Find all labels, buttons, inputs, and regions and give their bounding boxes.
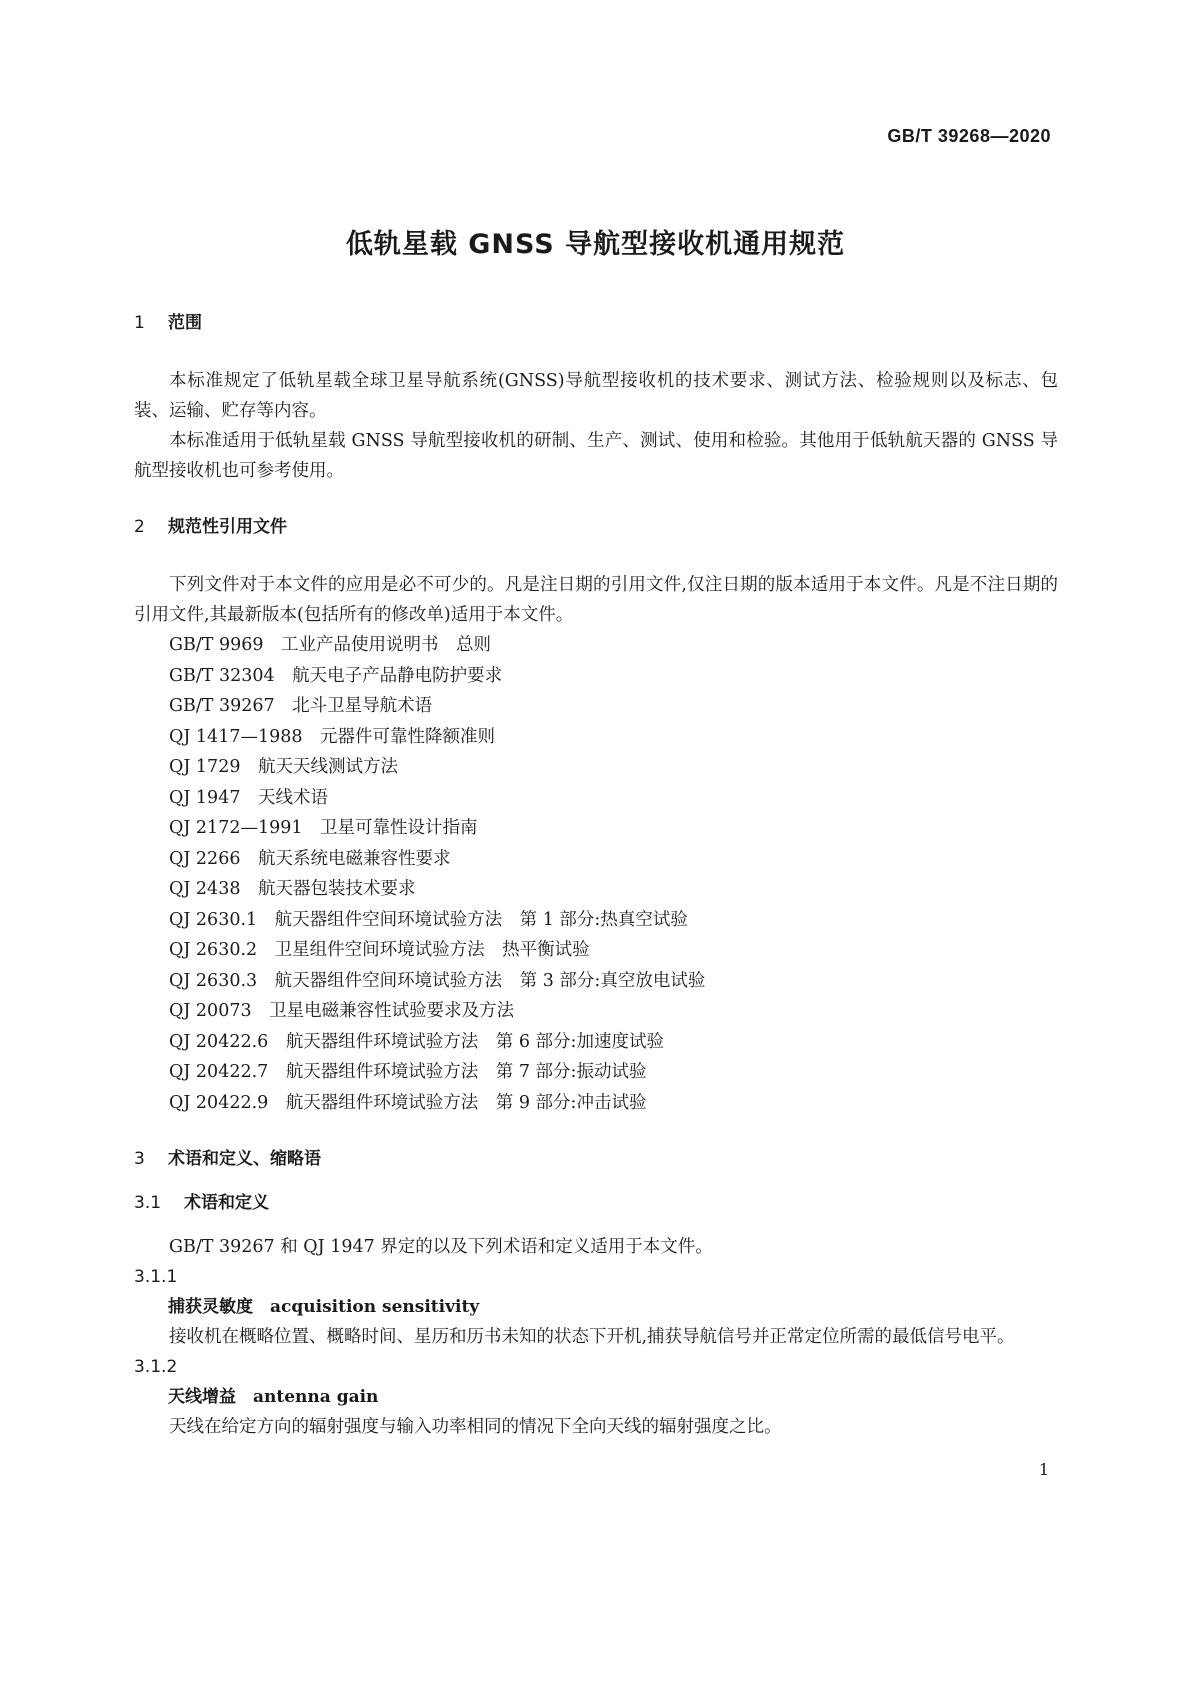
reference-title: 航天器组件环境试验方法 第 7 部分:振动试验 (285, 1062, 647, 1082)
reference-title: 航天系统电磁兼容性要求 (257, 848, 451, 869)
document-title: 低轨星载 GNSS 导航型接收机通用规范 (345, 229, 846, 260)
section-number: 1 (134, 313, 145, 333)
reference-title: 元器件可靠性降额准则 (320, 726, 495, 747)
reference-code: QJ 20422.9 (169, 1092, 269, 1113)
subsection-3-1-heading (134, 1188, 1058, 1218)
reference-title: 航天电子产品静电防护要求 (292, 665, 503, 686)
reference-item (134, 783, 1058, 814)
reference-item (134, 722, 1058, 753)
term-definition: 接收机在概略位置、概略时间、星历和历书未知的状态下开机,捕获导航信号并正常定位所需的最低信号电平。 (169, 1327, 1015, 1347)
reference-code: GB/T 32304 (169, 665, 275, 686)
reference-title: 航天器组件空间环境试验方法 第 3 部分:真空放电试验 (274, 970, 706, 991)
term-entry (134, 1352, 1058, 1442)
reference-title: 航天器组件环境试验方法 第 9 部分:冲击试验 (285, 1092, 647, 1113)
reference-title: 航天器组件环境试验方法 第 6 部分:加速度试验 (285, 1031, 664, 1052)
term-entry (134, 1262, 1058, 1352)
page-number: 1 (1038, 1460, 1049, 1479)
reference-code: QJ 20073 (169, 1001, 252, 1021)
reference-item (134, 630, 1058, 661)
subsection-title: 术语和定义 (184, 1193, 269, 1213)
reference-title: 航天器包装技术要求 (257, 879, 416, 899)
subsection-number: 3.1 (134, 1193, 162, 1213)
reference-code: QJ 2630.3 (169, 970, 258, 991)
reference-code: QJ 2172—1991 (169, 818, 303, 838)
reference-title: 航天器组件空间环境试验方法 第 1 部分:热真空试验 (274, 909, 688, 930)
reference-code: GB/T 39267 (169, 696, 275, 716)
section-number: 3 (134, 1149, 145, 1169)
reference-code: QJ 2630.2 (169, 940, 258, 960)
reference-code: QJ 20422.7 (169, 1062, 269, 1082)
reference-item (134, 905, 1058, 936)
term-heading (134, 1382, 1058, 1412)
reference-item (134, 1057, 1058, 1088)
reference-item (134, 874, 1058, 905)
standard-code: GB/T 39268—2020 (887, 126, 1051, 146)
reference-title: 卫星电磁兼容性试验要求及方法 (269, 1001, 515, 1021)
document-body (134, 308, 1058, 1442)
term-english: antenna gain (253, 1387, 379, 1407)
reference-item (134, 844, 1058, 875)
reference-item (134, 691, 1058, 722)
section-1-heading (134, 308, 1058, 338)
term-heading (134, 1292, 1058, 1322)
reference-item (134, 813, 1058, 844)
section-2-intro: 下列文件对于本文件的应用是必不可少的。凡是注日期的引用文件,仅注日期的版本适用于本文件。凡是不注日期的引用文件,其最新版本(包括所有的修改单)适用于本文件。 (134, 575, 1058, 625)
term-definition: 天线在给定方向的辐射强度与输入功率相同的情况下全向天线的辐射强度之比。 (169, 1417, 782, 1437)
reference-title: 天线术语 (257, 787, 328, 808)
reference-code: QJ 1417—1988 (169, 726, 303, 747)
subsection-3-1-intro: GB/T 39267 和 QJ 1947 界定的以及下列术语和定义适用于本文件。 (169, 1237, 713, 1257)
term-chinese: 天线增益 (168, 1387, 236, 1407)
reference-item (134, 1027, 1058, 1058)
term-number: 3.1.1 (134, 1267, 178, 1287)
reference-code: GB/T 9969 (169, 635, 264, 655)
section-1-paragraph: 本标准适用于低轨星载 GNSS 导航型接收机的研制、生产、测试、使用和检验。其他用于低轨航天器的 GNSS 导航型接收机也可参考使用。 (134, 431, 1058, 481)
reference-code: QJ 20422.6 (169, 1031, 269, 1052)
section-title: 规范性引用文件 (168, 517, 287, 537)
reference-title: 北斗卫星导航术语 (292, 696, 433, 716)
normative-reference-list (134, 630, 1058, 1118)
term-chinese: 捕获灵敏度 (168, 1297, 253, 1317)
reference-item (134, 752, 1058, 783)
reference-title: 工业产品使用说明书 总则 (281, 635, 492, 655)
reference-title: 卫星可靠性设计指南 (320, 818, 478, 838)
section-title: 术语和定义、缩略语 (168, 1149, 321, 1169)
reference-code: QJ 2630.1 (169, 909, 258, 930)
reference-code: QJ 2438 (169, 879, 241, 899)
reference-item (134, 661, 1058, 692)
section-number: 2 (134, 517, 145, 537)
reference-item (134, 935, 1058, 966)
reference-item (134, 966, 1058, 997)
reference-title: 航天天线测试方法 (257, 757, 398, 777)
reference-code: QJ 1947 (169, 787, 241, 808)
section-title: 范围 (168, 313, 202, 333)
term-number: 3.1.2 (134, 1357, 178, 1377)
term-english: acquisition sensitivity (270, 1297, 480, 1317)
section-1-paragraph: 本标准规定了低轨星载全球卫星导航系统(GNSS)导航型接收机的技术要求、测试方法、检验规则以及标志、包装、运输、贮存等内容。 (134, 371, 1058, 421)
section-2-heading (134, 512, 1058, 542)
reference-item (134, 1088, 1058, 1119)
reference-title: 卫星组件空间环境试验方法 热平衡试验 (274, 940, 590, 960)
reference-code: QJ 1729 (169, 757, 241, 777)
section-3-heading (134, 1144, 1058, 1174)
reference-code: QJ 2266 (169, 848, 241, 869)
reference-item (134, 996, 1058, 1027)
